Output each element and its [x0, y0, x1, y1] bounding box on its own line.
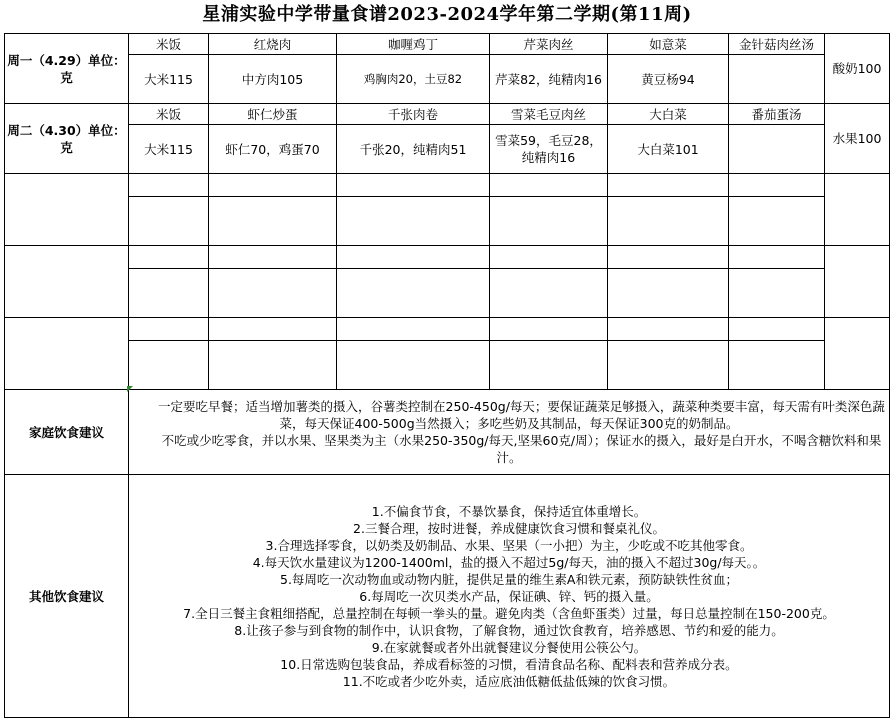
empty-cell: [490, 341, 608, 390]
empty-cell: [729, 341, 825, 390]
empty-day-cell: [5, 174, 129, 246]
empty-cell: [608, 318, 729, 341]
empty-row: [5, 269, 890, 318]
empty-cell: [608, 269, 729, 318]
extra-item: 水果100: [825, 104, 890, 174]
empty-cell: [608, 341, 729, 390]
empty-cell: [209, 246, 337, 269]
day-label: 周一（4.29）单位：克: [5, 34, 129, 104]
day-row-amounts: [5, 125, 890, 174]
empty-cell: [337, 341, 490, 390]
empty-cell: [490, 269, 608, 318]
page-title: 星浦实验中学带量食谱2023-2024学年第二学期(第11周): [202, 4, 692, 25]
other-advice-text: [129, 475, 890, 718]
dish-name: 如意菜: [608, 34, 729, 55]
ingredient-amount: 虾仁70，鸡蛋70: [209, 125, 337, 174]
dish-name: 番茄蛋汤: [729, 104, 825, 125]
ingredient-amount: 大白菜101: [608, 125, 729, 174]
dish-name: 芹菜肉丝: [490, 34, 608, 55]
empty-cell: [209, 269, 337, 318]
ingredient-amount: 黄豆杨94: [608, 55, 729, 104]
empty-row: [5, 341, 890, 390]
advice-item: 3.合理选择零食，以奶类及奶制品、水果、坚果（一小把）为主，少吃或不吃其他零食。: [265, 537, 753, 553]
dish-name: 金针菇肉丝汤: [729, 34, 825, 55]
empty-row: [5, 197, 890, 246]
family-advice-paragraph: 一定要吃早餐；适当增加薯类的摄入，谷薯类控制在250-450g/每天；要保证蔬菜足够摄入，蔬菜种类要丰富，每天需有叶类深色蔬菜，每天保证400-500g当然摄入；多吃些奶及其制品，每天保证300克的奶制品。: [158, 399, 885, 431]
empty-cell: [337, 246, 490, 269]
empty-cell: [729, 269, 825, 318]
day-row-dishes: [5, 34, 890, 55]
dish-name: 虾仁炒蛋: [209, 104, 337, 125]
ingredient-amount: 雪菜59，毛豆28，纯精肉16: [490, 125, 608, 174]
empty-cell: [209, 318, 337, 341]
day-label: 周二（4.30）单位：克: [5, 104, 129, 174]
dish-name: 千张肉卷: [337, 104, 490, 125]
menu-table: [4, 33, 890, 718]
dish-name: 红烧肉: [209, 34, 337, 55]
ingredient-amount: 大米115: [129, 55, 209, 104]
empty-cell: [729, 318, 825, 341]
empty-cell: [490, 318, 608, 341]
empty-row: [5, 318, 890, 341]
empty-row: [5, 246, 890, 269]
empty-cell: [608, 246, 729, 269]
family-advice-text: [129, 390, 890, 475]
empty-cell: [490, 174, 608, 197]
empty-cell: [209, 341, 337, 390]
ingredient-amount: 千张20，纯精肉51: [337, 125, 490, 174]
dish-name: 米饭: [129, 34, 209, 55]
advice-item: 11.不吃或者少吃外卖，适应底油低糖低盐低辣的饮食习惯。: [342, 673, 676, 689]
empty-cell: [209, 197, 337, 246]
empty-day-cell: [5, 246, 129, 318]
empty-cell: [209, 174, 337, 197]
advice-item: 5.每周吃一次动物血或动物内脏，提供足量的维生素A和铁元素，预防缺铁性贫血；: [280, 571, 738, 587]
empty-cell: [337, 197, 490, 246]
empty-day-cell: [5, 318, 129, 390]
ingredient-amount: [729, 125, 825, 174]
family-advice-row: [5, 390, 890, 475]
advice-item: 7.全日三餐主食粗细搭配，总量控制在每顿一拳头的量。避免肉类（含鱼虾蛋类）过量，每日总量控制在150-200克。: [183, 605, 835, 621]
family-advice-paragraph: 不吃或少吃零食，并以水果、坚果类为主（水果250-350g/每天,坚果60克/周）；保证水的摄入，最好是白开水，不喝含糖饮料和果汁。: [161, 433, 882, 465]
empty-cell: [729, 174, 825, 197]
empty-cell: [337, 269, 490, 318]
empty-cell: [129, 269, 209, 318]
empty-cell: [129, 174, 209, 197]
advice-item: 10.日常选购包装食品，养成看标签的习惯，看清食品名称、配料表和营养成分表。: [280, 656, 738, 672]
empty-cell: [608, 174, 729, 197]
empty-cell: [825, 174, 890, 246]
dish-name: 雪菜毛豆肉丝: [490, 104, 608, 125]
advice-item: 6.每周吃一次贝类水产品，保证碘、锌、钙的摄入量。: [359, 588, 659, 604]
advice-item: 9.在家就餐或者外出就餐建议分餐使用公筷公勺。: [371, 639, 647, 655]
empty-cell: [129, 341, 209, 390]
dish-name: 咖喱鸡丁: [337, 34, 490, 55]
ingredient-amount: 中方肉105: [209, 55, 337, 104]
ingredient-amount: 鸡胸肉20，土豆82: [337, 55, 490, 104]
empty-cell: [825, 318, 890, 390]
empty-cell: [490, 246, 608, 269]
empty-cell: [337, 318, 490, 341]
empty-cell: [129, 318, 209, 341]
dish-name: 米饭: [129, 104, 209, 125]
empty-cell: [825, 246, 890, 318]
empty-cell: [490, 197, 608, 246]
advice-item: 1.不偏食节食，不暴饮暴食，保持适宜体重增长。: [371, 503, 647, 519]
advice-item: 4.每天饮水量建议为1200-1400ml，盐的摄入不超过5g/每天，油的摄入不超过30g/每天。。: [252, 554, 766, 570]
empty-cell: [608, 197, 729, 246]
ingredient-amount: [729, 55, 825, 104]
cell-comment-marker: [127, 386, 133, 392]
day-row-dishes: [5, 104, 890, 125]
day-row-amounts: [5, 55, 890, 104]
empty-cell: [729, 246, 825, 269]
empty-row: [5, 174, 890, 197]
other-advice-row: [5, 475, 890, 718]
extra-item: 酸奶100: [825, 34, 890, 104]
empty-cell: [129, 246, 209, 269]
advice-item: 8.让孩子参与到食物的制作中，认识食物，了解食物，通过饮食教育，培养感恩、节约和爱的能力。: [234, 622, 784, 638]
ingredient-amount: 芹菜82，纯精肉16: [490, 55, 608, 104]
family-advice-label: 家庭饮食建议: [5, 390, 129, 475]
advice-item: 2.三餐合理，按时进餐，养成健康饮食习惯和餐桌礼仪。: [353, 520, 665, 536]
empty-cell: [337, 174, 490, 197]
other-advice-label: 其他饮食建议: [5, 475, 129, 718]
ingredient-amount: 大米115: [129, 125, 209, 174]
dish-name: 大白菜: [608, 104, 729, 125]
empty-cell: [729, 197, 825, 246]
empty-cell: [129, 197, 209, 246]
